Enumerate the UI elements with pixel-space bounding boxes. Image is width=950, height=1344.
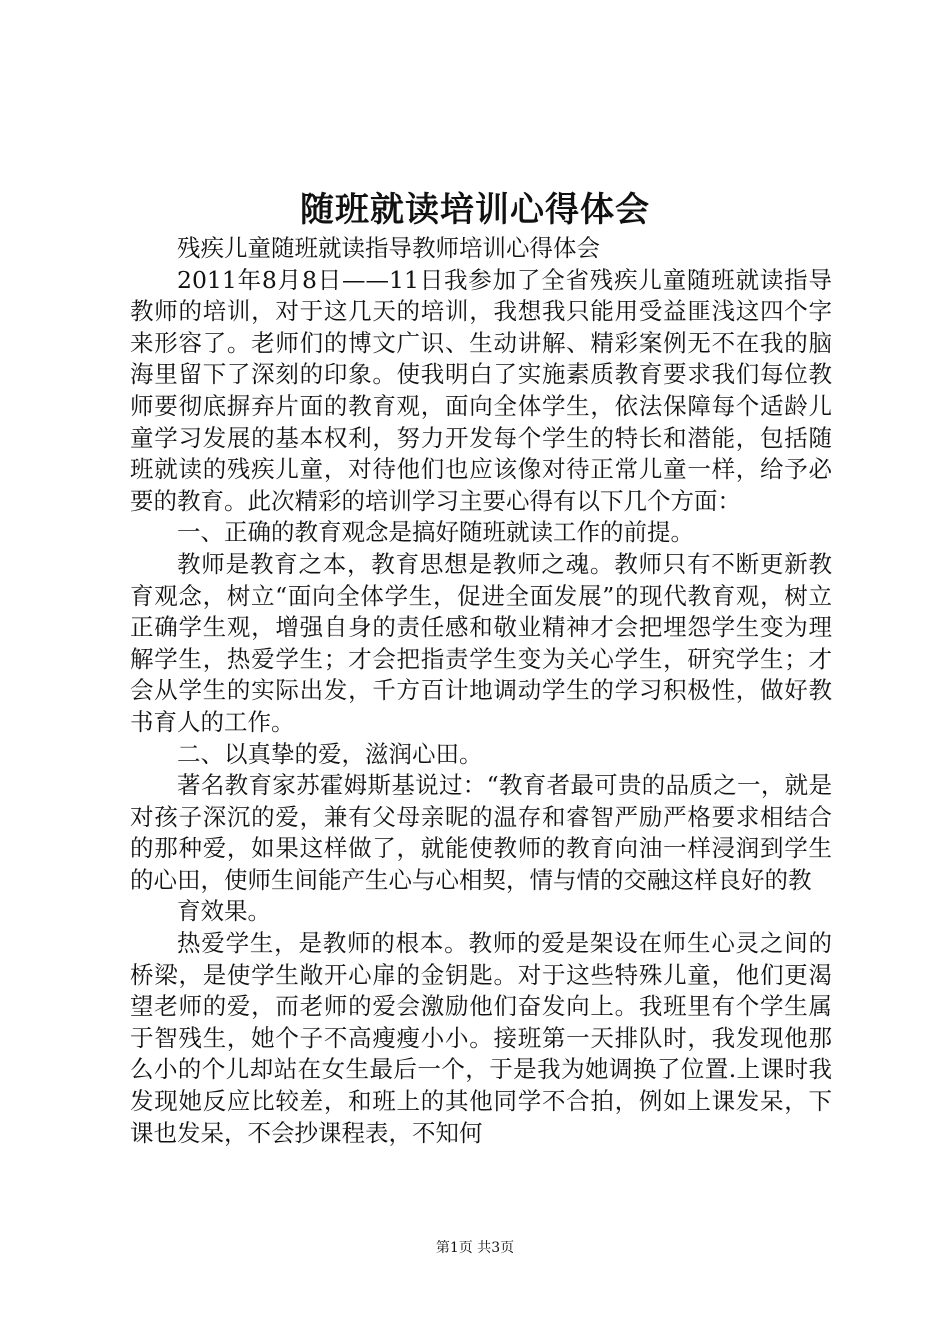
page-footer: 第1页 共3页 bbox=[435, 1240, 515, 1256]
paragraph-subtitle: 残疾儿童随班就读指导教师培训心得体会 bbox=[177, 234, 600, 262]
document-title: 随班就读培训心得体会 bbox=[300, 190, 650, 230]
paragraph-quote-continued: 育效果。 bbox=[177, 897, 271, 926]
document-body bbox=[130, 233, 832, 1149]
section-heading-2: 二、以真挚的爱，滋润心田。 bbox=[177, 739, 483, 768]
paragraph-intro: 2011年8月8日——11日我参加了全省残疾儿童随班就读指导教师的培训，对于这几天的培训，我想我只能用受益匪浅这四个字来形容了。老师们的博文广识、生动讲解、精彩案例无不在我的脑海里留下了深刻的印象。使我明白了实施素质教育要求我们每位教师要彻底摒弃片面的教育观，面向全体学生，依法保障每个适龄儿童学习发展的基本权利，努力开发每个学生的特长和潜能，包括随班就读的残疾儿童，对待他们也应该像对待正常儿童一样，给予必要的教育。此次精彩的培训学习主要心得有以下几个方面： bbox=[130, 265, 832, 515]
paragraph-section-1: 教师是教育之本，教育思想是教师之魂。教师只有不断更新教育观念，树立“面向全体学生，促进全面发展”的现代教育观，树立正确学生观，增强自身的责任感和敬业精神才会把埋怨学生变为理解学生，热爱学生；才会把指责学生变为关心学生，研究学生；才会从学生的实际出发，千方百计地调动学生的学习积极性，做好教书育人的工作。 bbox=[130, 549, 832, 736]
paragraph-love: 热爱学生，是教师的根本。教师的爱是架设在师生心灵之间的桥梁，是使学生敞开心扉的金钥匙。对于这些特殊儿童，他们更渴望老师的爱，而老师的爱会激励他们奋发向上。我班里有个学生属于智残生，她个子不高瘦瘦小小。接班第一天排队时，我发现他那么小的个儿却站在女生最后一个，于是我为她调换了位置.上课时我发现她反应比较差，和班上的其他同学不合拍，例如上课发呆，下课也发呆，不会抄课程表，不知何 bbox=[130, 929, 832, 1147]
section-heading-1: 一、正确的教育观念是搞好随班就读工作的前提。 bbox=[177, 518, 694, 547]
paragraph-quote: 著名教育家苏霍姆斯基说过：“教育者最可贵的品质之一，就是对孩子深沉的爱，兼有父母亲昵的温存和睿智严励严格要求相结合的那种爱，如果这样做了，就能使教师的教育向油一样浸润到学生的心田，使师生间能产生心与心相契，情与情的交融这样良好的教 bbox=[130, 771, 832, 894]
